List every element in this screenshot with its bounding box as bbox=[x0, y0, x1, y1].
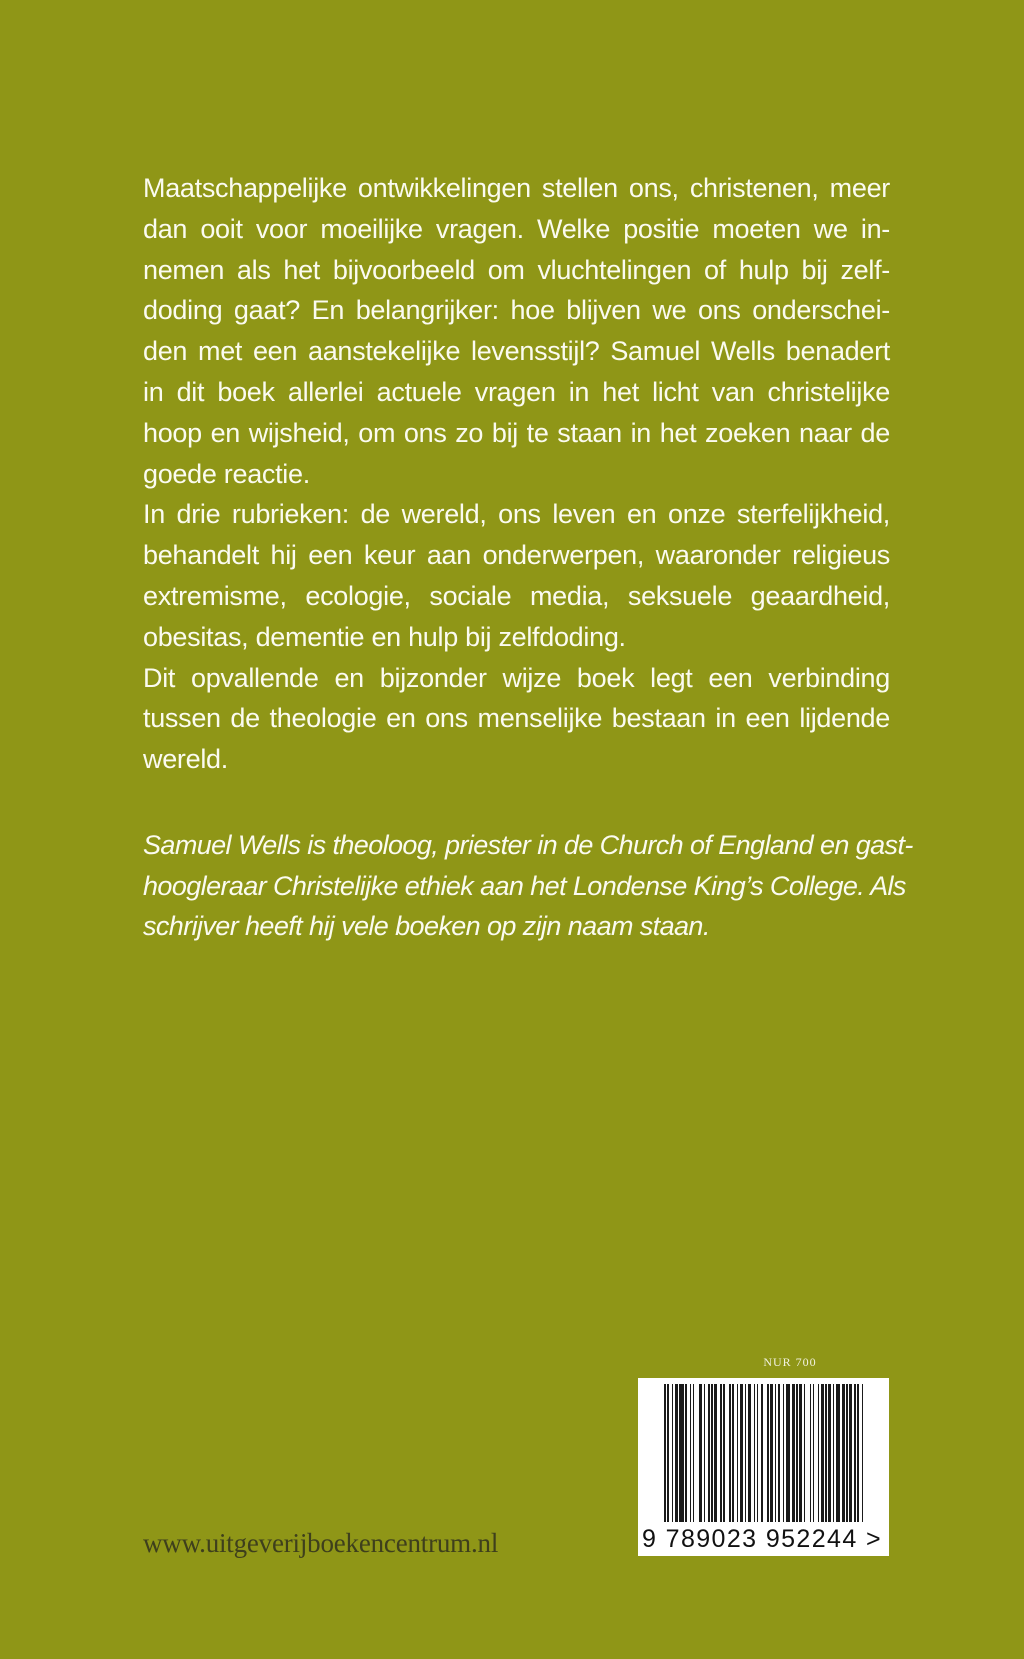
blurb-line: extremisme, ecologie, sociale media, seksuele geaardheid, bbox=[143, 580, 890, 611]
blurb-line: behandelt hij een keur aan onderwerpen, waaronder religieus bbox=[143, 540, 890, 571]
author-bio bbox=[143, 825, 913, 947]
isbn-barcode bbox=[638, 1378, 889, 1556]
bio-line: hoogleraar Christelijke ethiek aan het Londense King’s College. Als bbox=[143, 870, 906, 901]
book-blurb bbox=[143, 168, 890, 780]
blurb-line: obesitas, dementie en hulp bij zelfdoding. bbox=[143, 621, 626, 652]
nur-code: NUR 700 bbox=[763, 1355, 817, 1369]
blurb-line: In drie rubrieken: de wereld, ons leven en onze sterfelijkheid, bbox=[143, 499, 890, 530]
blurb-line: dan ooit voor moeilijke vragen. Welke positie moeten we in- bbox=[143, 213, 890, 244]
blurb-line: Maatschappelijke ontwikkelingen stellen ons, christenen, meer bbox=[143, 173, 890, 203]
blurb-line: Dit opvallende en bijzonder wijze boek legt een verbinding bbox=[143, 662, 890, 693]
blurb-line: tussen de theologie en ons menselijke bestaan in een lijdende bbox=[143, 703, 890, 734]
isbn-number: 9 789023 952244 > bbox=[642, 1525, 882, 1553]
blurb-line: doding gaat? En belangrijker: hoe blijven we ons onderschei- bbox=[143, 295, 890, 326]
blurb-line: hoop en wijsheid, om ons zo bij te staan in het zoeken naar de bbox=[143, 417, 890, 448]
blurb-line: in dit boek allerlei actuele vragen in het licht van christelijke bbox=[143, 376, 890, 407]
blurb-line: goede reactie. bbox=[143, 458, 310, 489]
blurb-line: wereld. bbox=[143, 744, 228, 775]
blurb-line: den met een aanstekelijke levensstijl? Samuel Wells benadert bbox=[143, 336, 890, 367]
blurb-line: nemen als het bijvoorbeeld om vluchtelingen of hulp bij zelf- bbox=[143, 254, 890, 285]
barcode-bars bbox=[664, 1384, 864, 1522]
bio-line: schrijver heeft hij vele boeken op zijn naam staan. bbox=[143, 911, 710, 941]
bio-line: Samuel Wells is theoloog, priester in de Church of England en gast- bbox=[143, 830, 913, 860]
publisher-url: www.uitgeverijboekencentrum.nl bbox=[143, 1528, 499, 1558]
